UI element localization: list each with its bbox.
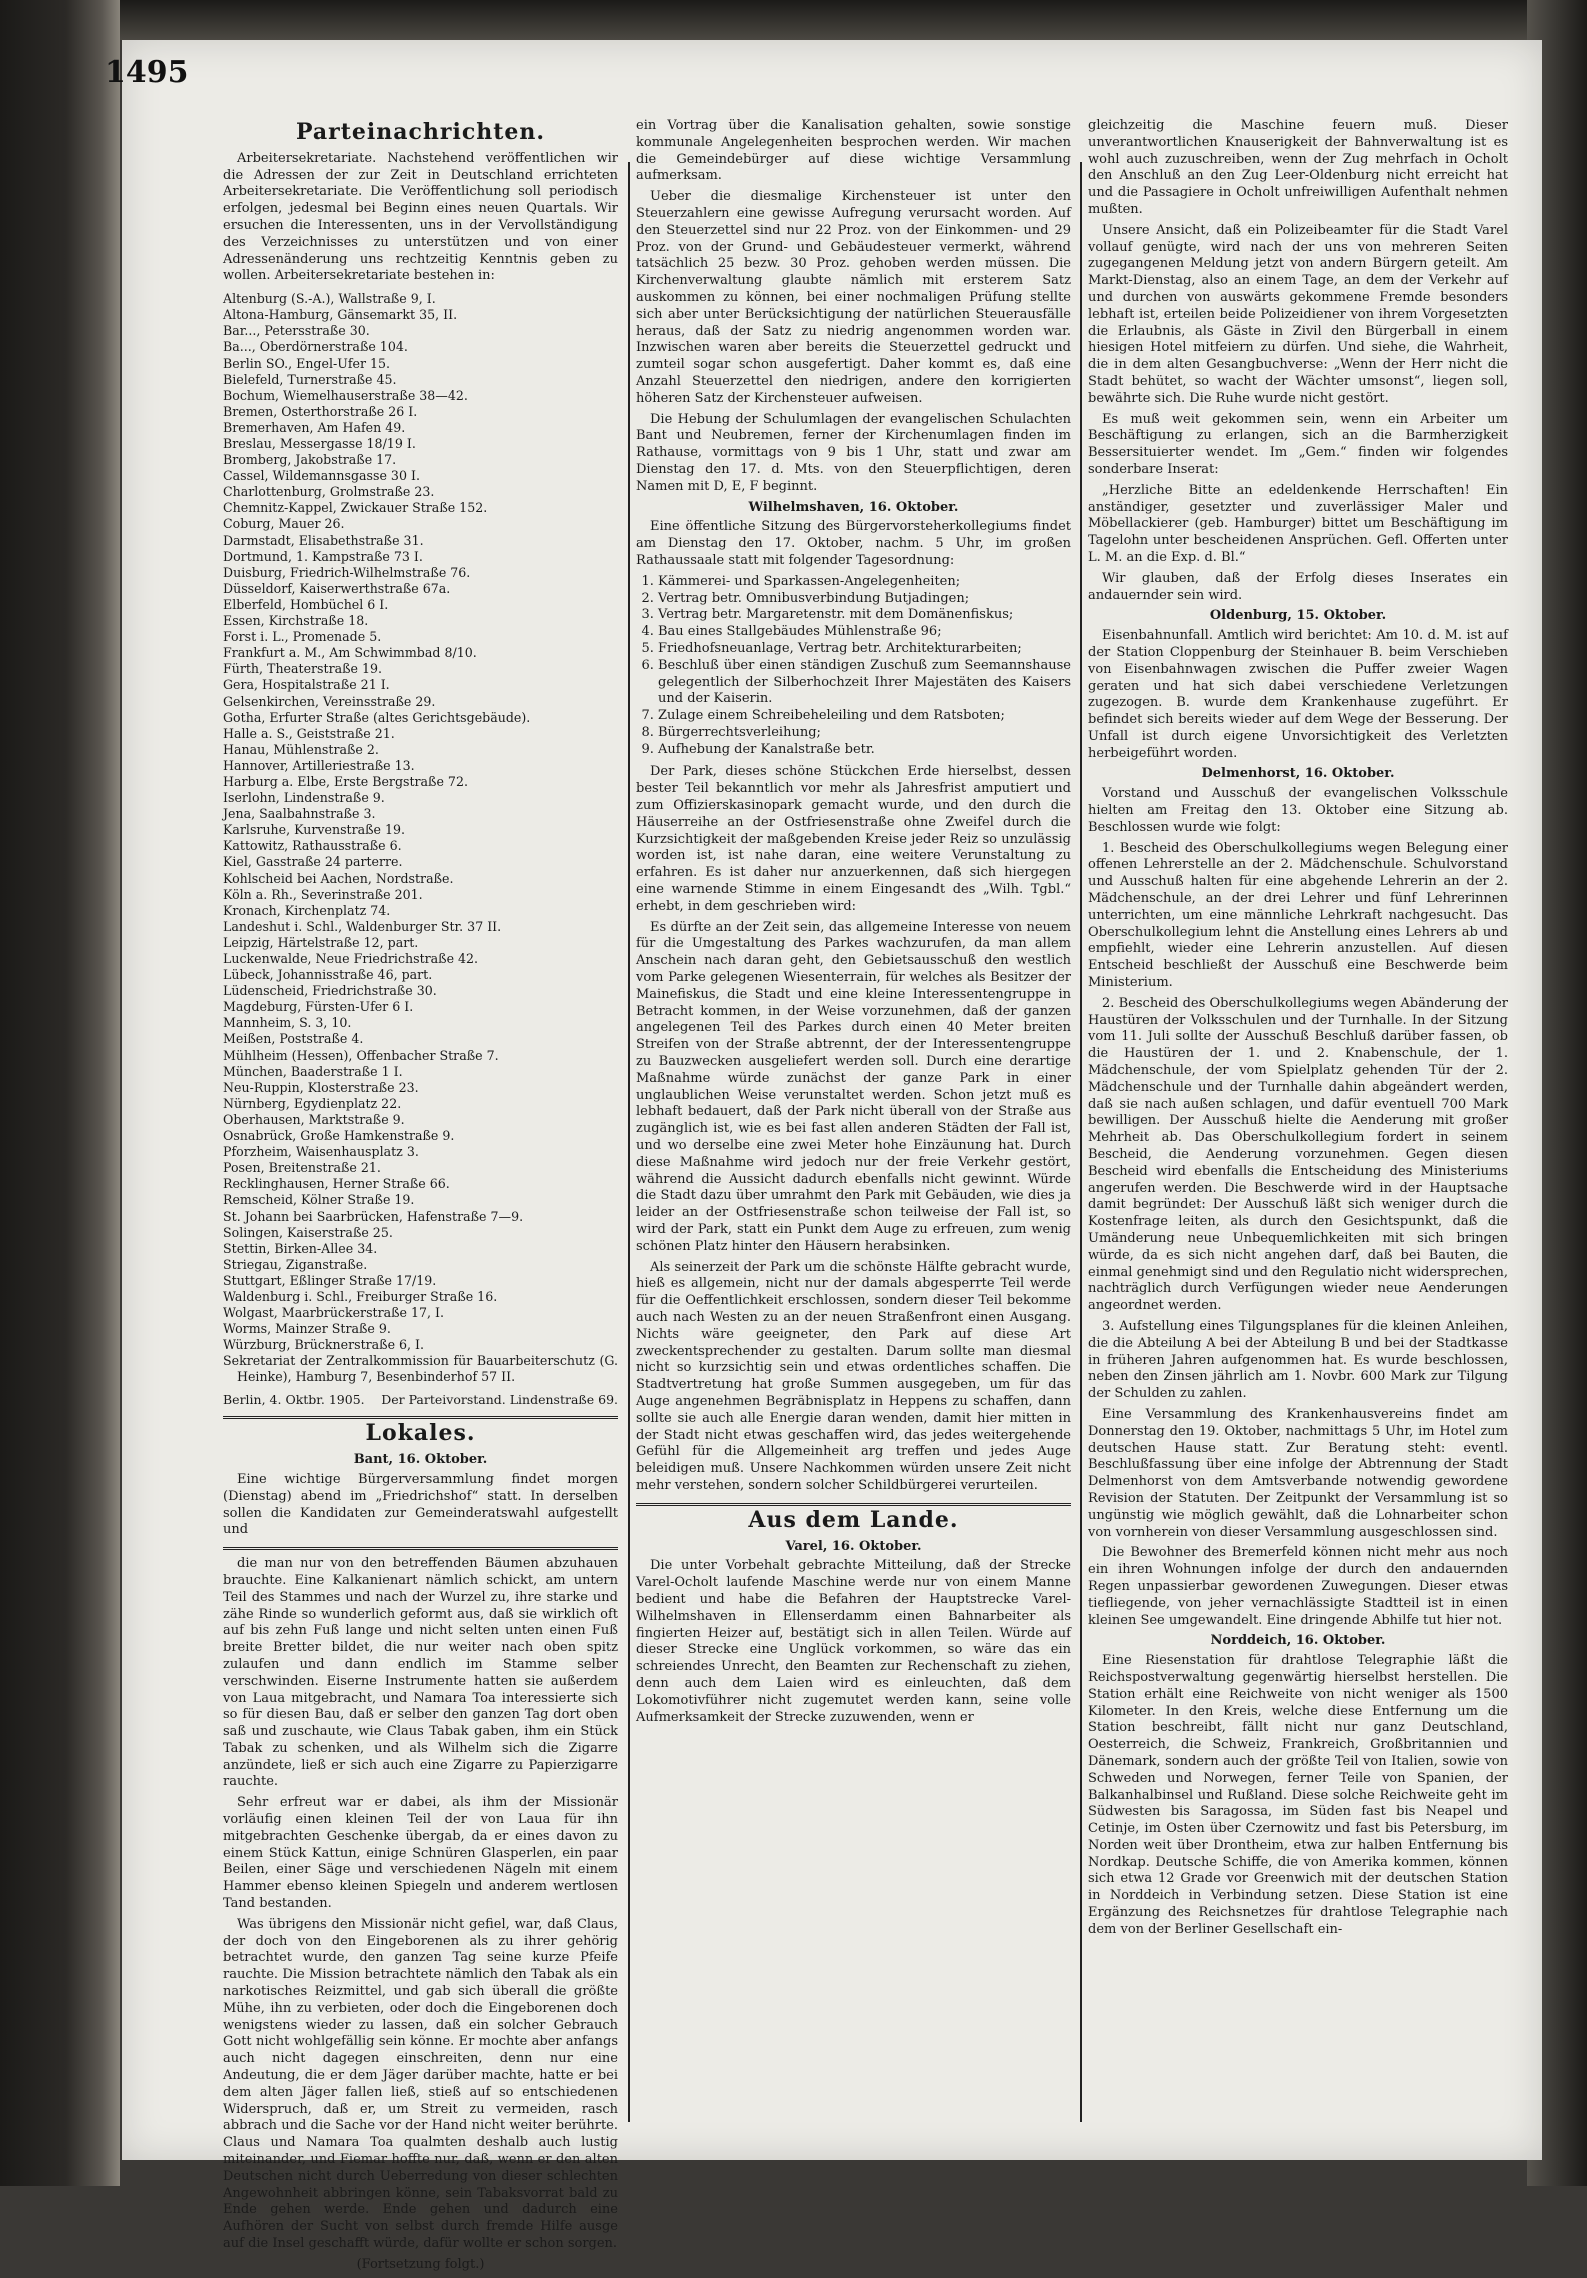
address-item: Sekretariat der Zentralkommission für Bauarbeiterschutz (G. Heinke), Hamburg 7, Besenbinderhof 57 II. <box>223 1353 618 1385</box>
bahnverwaltung-paragraph: gleichzeitig die Maschine feuern muß. Dieser unverantwortlichen Knauserigkeit der Bahnverwaltung ist es wohl auch zuzuschreiben, wenn der Zug mehrfach in Ocholt den Anschluß an den Zug Leer-Oldenburg nicht erreicht hat und die Passagiere in Ocholt unfreiwilligen Aufenthalt nehmen mußten. <box>1088 118 1508 217</box>
address-item: Halle a. S., Geiststraße 21. <box>223 725 395 741</box>
address-item: Landeshut i. Schl., Waldenburger Str. 37 II. <box>223 918 502 934</box>
arbeiter-paragraph: Es muß weit gekommen sein, wenn ein Arbeiter um Beschäftigung zu erlangen, sich an die Barmherzigkeit Bessersituierter wendet. Im „Gem.“ finden wir folgendes sonderbare Inserat: <box>1088 411 1508 477</box>
column-rule-1 <box>628 162 630 2122</box>
address-item: Osnabrück, Große Hamkenstraße 9. <box>223 1128 455 1144</box>
address-item: Bromberg, Jakobstraße 17. <box>223 452 397 468</box>
volksschule-item-3: 3. Aufstellung eines Tilgungsplanes für die kleinen Anleihen, die die Abteilung A bei der Abteilung B und bei der Stadtkasse in früheren Jahren aufgenommen hat. Es wurde beschlossen, neben den Zinsen jährlich am 1. Novbr. 600 Mark zur Tilgung der Schulden zu zahlen. <box>1088 1318 1508 1402</box>
agenda-list <box>636 574 1071 759</box>
address-item: Mühlheim (Hessen), Offenbacher Straße 7. <box>223 1047 499 1063</box>
address-item: Dortmund, 1. Kampstraße 73 I. <box>223 548 423 564</box>
address-item: Bochum, Wiemelhauserstraße 38—42. <box>223 387 468 403</box>
address-item: Ba..., Oberdörnerstraße 104. <box>223 339 408 355</box>
volksschule-paragraph: Vorstand und Ausschuß der evangelischen Volksschule hielten am Freitag den 13. Oktober eine Sitzung ab. Beschlossen wurde wie folgt: <box>1088 786 1508 835</box>
address-item: Leipzig, Härtelstraße 12, part. <box>223 934 419 950</box>
address-item: Würzburg, Brücknerstraße 6, I. <box>223 1337 425 1353</box>
address-item: Waldenburg i. Schl., Freiburger Straße 16. <box>223 1288 498 1304</box>
address-item: Mannheim, S. 3, 10. <box>223 1015 352 1031</box>
signoff-date: Berlin, 4. Oktbr. 1905. <box>223 1391 365 1407</box>
eingesandt-paragraph: Es dürfte an der Zeit sein, das allgemeine Interesse von neuem für die Umgestaltung des Parkes wachzurufen, da man allem Anschein nach daran geht, den Gebietsausschuß den westlich vom Parke gelegenen Wiesenterrain, für welches als Besitzer der Mainefiskus, die Stadt und eine kleine Interessentengruppe in Betracht kommen, in der Weise vorzunehmen, daß der ganzen angelegenen Teil des Parkes durch einen 40 Meter breiten Streifen von der Straße abtrennt, der der Interessentengruppe zu Bauzwecken ausgeliefert werden soll. Durch eine derartige Maßnahme würde zunächst der ganze Park in einer unglaublichen Weise verunstaltet werden. Schon jetzt muß es lebhaft bedauert, daß der Park nicht überall von der Straße aus zugänglich ist, wie es bei fast allen anderen Städten der Fall ist, und wo derselbe eine zwei Meter hohe Einzäunung hat. Durch diese Maßnahme wird jedoch nur der freie Verkehr gestört, während die Aussicht dadurch ebenfalls nicht gewinnt. Würde die Stadt dazu über umrahmt den Park mit Gebäuden, wie dies ja leider an der Ostfriesenstraße schon teilweise der Fall ist, so wird der Park, statt ein Punkt dem Auge zu erfreuen, zum wenig schönen Platz hinter den Häusern herabsinken. <box>636 919 1071 1254</box>
bremerfeld-paragraph: Die Bewohner des Bremerfeld können nicht mehr aus noch ein ihren Wohnungen infolge der durch den andauernden Regen unpassierbar gewordenen Zuwegungen. Dieser etwas tiefliegende, von jeher vernachlässigte Stadtteil ist in einen kleinen See umgewandelt. Eine dringende Abhilfe tut hier not. <box>1088 1545 1508 1628</box>
address-item: Kiel, Gasstraße 24 parterre. <box>223 854 403 870</box>
feuilleton-separator <box>223 1547 618 1550</box>
address-item: Forst i. L., Promenade 5. <box>223 629 382 645</box>
address-item: Wolgast, Maarbrückerstraße 17, I. <box>223 1305 445 1321</box>
inserat-paragraph: „Herzliche Bitte an edeldenkende Herrschaften! Ein anständiger, gesetzter und zuverlässiger Maler und Möbellackierer (geb. Hamburger) bittet um Beschäftigung im Tagelohn unter bescheidenen Ansprüchen. Gefl. Offerten unter L. M. an die Exp. d. Bl.“ <box>1088 482 1508 565</box>
address-item: Hanau, Mühlenstraße 2. <box>223 741 379 757</box>
address-item: Berlin SO., Engel-Ufer 15. <box>223 355 391 371</box>
column-2 <box>636 118 1071 1730</box>
address-list <box>223 291 618 1385</box>
section-separator-2 <box>636 1503 1071 1506</box>
address-item: Frankfurt a. M., Am Schwimmbad 8/10. <box>223 645 477 661</box>
column-3 <box>1088 118 1508 1943</box>
agenda-item: 1. Kämmerei- und Sparkassen-Angelegenheiten; <box>658 574 1071 591</box>
section-separator <box>223 1416 618 1419</box>
inserat-comment: Wir glauben, daß der Erfolg dieses Inserates ein andauernder sein wird. <box>1088 570 1508 603</box>
address-item: Altenburg (S.-A.), Wallstraße 9, I. <box>223 291 436 307</box>
section-title-parteinachrichten: Parteinachrichten. <box>295 119 546 145</box>
address-item: Nürnberg, Egydienplatz 22. <box>223 1095 402 1111</box>
agenda-item: 7. Zulage einem Schreibeheleiling und dem Ratsboten; <box>658 708 1071 725</box>
dateline-norddeich: Norddeich, 16. Oktober. <box>1210 1633 1386 1649</box>
address-item: Meißen, Poststraße 4. <box>223 1031 364 1047</box>
address-item: Coburg, Mauer 26. <box>223 516 345 532</box>
dateline-bant: Bant, 16. Oktober. <box>353 1452 488 1468</box>
address-item: Elberfeld, Hombüchel 6 I. <box>223 596 389 612</box>
address-item: Luckenwalde, Neue Friedrichstraße 42. <box>223 951 479 967</box>
address-item: Stettin, Birken-Allee 34. <box>223 1240 378 1256</box>
address-item: Chemnitz-Kappel, Zwickauer Straße 152. <box>223 500 488 516</box>
column-rule-2 <box>1080 162 1082 2122</box>
sitzung-paragraph: Eine öffentliche Sitzung des Bürgervorsteherkollegiums findet am Dienstag den 17. Oktober, nachm. 5 Uhr, im großen Rathaussaale statt mit folgender Tagesordnung: <box>636 519 1071 568</box>
address-item: Neu-Ruppin, Klosterstraße 23. <box>223 1079 419 1095</box>
address-item: Karlsruhe, Kurvenstraße 19. <box>223 822 406 838</box>
address-item: Iserlohn, Lindenstraße 9. <box>223 790 385 806</box>
page-number: 1495 <box>105 55 189 90</box>
address-item: Kronach, Kirchenplatz 74. <box>223 902 391 918</box>
address-item: Köln a. Rh., Severinstraße 201. <box>223 886 423 902</box>
address-item: Stuttgart, Eßlinger Straße 17/19. <box>223 1272 437 1288</box>
kirchensteuer-paragraph: Ueber die diesmalige Kirchensteuer ist unter den Steuerzahlern eine gewisse Aufregung verursacht worden. Auf den Steuerzettel sind nur 22 Proz. von der Einkommen- und 29 Proz. von der Grund- und Gebäudesteuer vermerkt, während tatsächlich 25 bezw. 30 Proz. gehoben werden müssen. Die Kirchenverwaltung glaubte nämlich mit ersterem Satz auskommen zu können, bei einer nochmaligen Prüfung stellte sich aber unter Berücksichtigung der natürlichen Steuerausfälle heraus, daß der Satz zu niedrig angenommen worden war. Inzwischen waren aber bereits die Steuerzettel gedruckt und zumteil sogar schon ausgefertigt. Daher kommt es, daß eine Anzahl Steuerzettel den niedrigen, andere den korrigierten höheren Satz der Kirchensteuer aufweisen. <box>636 189 1071 406</box>
krankenhausverein-paragraph: Eine Versammlung des Krankenhausvereins findet am Donnerstag den 19. Oktober, nachmittags 5 Uhr, im Hotel zum deutschen Hause statt. Zur Beratung steht: eventl. Beschlußfassung über eine infolge der Abtrennung der Stadt Delmenhorst von dem Amtsverbande notwendig gewordene Revision der Statuten. Der Zeitpunkt der Versammlung ist so ungünstig wie möglich gewählt, daß die Lohnarbeiter schon von vornherein von dieser Versammlung ausgeschlossen sind. <box>1088 1406 1508 1540</box>
feuilleton-paragraph-3: Was übrigens den Missionär nicht gefiel, war, daß Claus, der doch von den Eingeborenen als zu ihrer gehörig betrachtet wurde, den ganzen Tag seine kurze Pfeife rauchte. Die Mission betrachtete nämlich den Tabak als ein narkotisches Reizmittel, und gab sich überall die größte Mühe, ihn zu verbieten, oder doch die Eingeborenen doch wenigstens wieder zu lassen, daß ein solcher Gebrauch Gott nicht wohlgefällig sein könne. Er mochte aber anfangs auch nicht dagegen einschreiten, denn nur eine Andeutung, die er dem Jäger darüber machte, hatte er bei dem alten Jäger fallen ließ, stieß auf so entschiedenen Widerspruch, daß er, um Streit zu vermeiden, rasch abbrach und die Sache vor der Hand nicht weiter berührte. Claus und Namara Toa qualmten deshalb auch lustig miteinander, und Fiemar hoffte nur, daß, wenn er den alten Deutschen nicht durch Ueberredung von dieser schlechten Angewohnheit abbringen könne, sein Tabaksvorrat bald zu Ende gehen werde. Ende gehen und dadurch eine Aufhören der Sucht von selbst durch fremde Hilfe ausge auf die Insel geschafft würde, dafür wollte er schon sorgen. <box>223 1916 618 2251</box>
address-item: Worms, Mainzer Straße 9. <box>223 1321 391 1337</box>
address-item: Lübeck, Johannisstraße 46, part. <box>223 967 433 983</box>
address-item: Gelsenkirchen, Vereinsstraße 29. <box>223 693 436 709</box>
address-item: Jena, Saalbahnstraße 3. <box>223 806 376 822</box>
continuation-note: (Fortsetzung folgt.) <box>356 2256 485 2272</box>
address-item: Striegau, Ziganstraße. <box>223 1256 368 1272</box>
address-item: Gera, Hospitalstraße 21 I. <box>223 677 390 693</box>
park-history-paragraph: Als seinerzeit der Park um die schönste Hälfte gebracht wurde, hieß es allgemein, nicht nur der damals abgesperrte Teil werde für die Oeffentlichkeit erschlossen, sondern dieser Teil bekomme auch nach Westen zu an der neuen Straßenfront einen Ausgang. Nichts wäre geeigneter, den Park auf diese Art zweckentsprechender zu gestalten. Darum sollte man diesmal nicht so kurzsichtig sein und etwas ordentliches schaffen. Die Stadtvertretung hat große Summen ausgegeben, um für das Auge angenehmen Begräbnisplatz in Heppens zu schaffen, dann sollte sie auch alle Energie daran wenden, damit hier mitten in der Stadt nicht etwas geschaffen wird, das jedes weitergehende Gefühl für die Allgemeinheit arg treffen und jedes Auge beleidigen muß. Unsere Nachkommen würden unsere Zeit nicht mehr verstehen, sondern solcher Schildbürgerei verurteilen. <box>636 1259 1071 1493</box>
agenda-item: 5. Friedhofsneuanlage, Vertrag betr. Architekturarbeiten; <box>658 641 1071 658</box>
address-item: Kattowitz, Rathausstraße 6. <box>223 838 402 854</box>
address-item: Posen, Breitenstraße 21. <box>223 1160 381 1176</box>
address-item: Harburg a. Elbe, Erste Bergstraße 72. <box>223 773 468 789</box>
address-item: Gotha, Erfurter Straße (altes Gerichtsgebäude). <box>223 709 531 725</box>
eisenbahnunfall-paragraph: Eisenbahnunfall. Amtlich wird berichtet: Am 10. d. M. ist auf der Station Cloppenburg der Steinhauer B. beim Verschieben von Eisenbahnwagen zwischen die Puffer zweier Wagen geraten und hat sich dabei verschiedene Verletzungen zugezogen. B. wurde dem Krankenhause zugeführt. Er befindet sich bereits wieder auf dem Wege der Besserung. Der Unfall ist durch eigene Unvorsichtigkeit des Verletzten herbeigeführt worden. <box>1088 628 1508 761</box>
feuilleton-paragraph-1: die man nur von den betreffenden Bäumen abzuhauen brauchte. Eine Kalkanienart nämlich schickt, am untern Teil des Stammes und nach der Wurzel zu, ihre starke und zähe Rinde so wunderlich geformt aus, daß sie wirklich oft auf bis zehn Fuß lange und nicht selten unten einen Fuß breite Bretter bildet, die nur weiter nach oben spitz zulaufen und dann endlich im Stamme selber verschwinden. Eiserne Instrumente hatten sie außerdem von Laua mitgebracht, und Namara Toa interessierte sich so für diesen Bau, daß er selber den ganzen Tag dort oben saß und zuschaute, wie Claus Tabak gaben, ihm ein Stück Tabak zu schenken, und als Wilhelm sich die Zigarre anzündete, ließ er sich auch eine Zigarre zu Papierzigarre rauchte. <box>223 1556 618 1790</box>
address-item: Cassel, Wildemannsgasse 30 I. <box>223 468 420 484</box>
address-item: Kohlscheid bei Aachen, Nordstraße. <box>223 870 454 886</box>
scan-top-edge <box>0 0 1587 40</box>
polizeibeamter-paragraph: Unsere Ansicht, daß ein Polizeibeamter für die Stadt Varel vollauf genügte, wird nach der uns von mehreren Seiten zugegangenen Meldung jetzt von andern Bürgern geteilt. Am Markt-Dienstag, also an einem Tage, an dem der Verkehr auf und durchen von auswärts gekommene Fremde besonders lebhaft ist, erteilen beide Polizeidiener von ihrem Vorgesetzten die Erlaubnis, als Gäste in Zivil den Bürgerball in einem hiesigen Hotel mitfeiern zu dürfen. Und siehe, die Wahrheit, die in dem alten Gesangbuchverse: „Wenn der Herr nicht die Stadt behütet, so wacht der Wächter umsonst“, liegen soll, bewährte sich. Die Ruhe wurde nicht gestört. <box>1088 222 1508 406</box>
agenda-item: 8. Bürgerrechtsverleihung; <box>658 725 1071 742</box>
scan-left-edge <box>0 0 120 2186</box>
agenda-item: 3. Vertrag betr. Margaretenstr. mit dem Domänenfiskus; <box>658 607 1071 624</box>
address-item: Solingen, Kaiserstraße 25. <box>223 1224 393 1240</box>
address-item: Bremerhaven, Am Hafen 49. <box>223 419 406 435</box>
agenda-item: 9. Aufhebung der Kanalstraße betr. <box>658 742 1071 759</box>
section-title-lokales: Lokales. <box>365 1420 476 1447</box>
address-item: Magdeburg, Fürsten-Ufer 6 I. <box>223 999 414 1015</box>
feuilleton-paragraph-2: Sehr erfreut war er dabei, als ihm der Missionär vorläufig einen kleinen Teil der von Laua für ihn mitgebrachten Geschenke übergab, da er eines davon zu einem Stück Kattun, einige Schnüren Glasperlen, ein paar Beilen, einer Säge und verschiedenen Nägeln mit einem Hammer ebenso kleinen Spiegeln und anderem wertlosen Tand bestanden. <box>223 1795 618 1912</box>
varel-mitteilung-paragraph: Die unter Vorbehalt gebrachte Mitteilung, daß der Strecke Varel-Ocholt laufende Maschine werde nur von einem Manne bedient und habe die Befahren der Hauptstrecke Varel-Wilhelmshaven in Ellenserdamm einen Bahnarbeiter als fingierten Heizer auf, bestätigt sich in allen Teilen. Würde auf dieser Strecke eine Unglück vorkommen, so wäre das ein schreiendes Unrecht, den Beamten zur Rechenschaft zu ziehen, denn auch dem Laien wird es einleuchten, daß dem Lokomotivführer nicht zugemutet werden kann, seine volle Aufmerksamkeit der Strecke zuzuwenden, wenn er <box>636 1558 1071 1725</box>
column-1 <box>223 118 618 2278</box>
address-item: Lüdenscheid, Friedrichstraße 30. <box>223 983 437 999</box>
signoff <box>223 1392 618 1409</box>
park-paragraph: Der Park, dieses schöne Stückchen Erde hierselbst, dessen bester Teil bekanntlich vor mehr als Jahresfrist amputiert und zum Offizierskasinopark gemacht wurde, und den durch die Häuserreihe an der Ostfriesenstraße ohne Zweifel durch die Kurzsichtigkeit der maßgebenden Kreise jeder Reiz so unzulässig worden ist, ist nahe daran, eine weitere Verunstaltung zu erfahren. Es ist daher nur anzuerkennen, daß sich hiergegen eine warnende Stimme in einem Eingesandt des „Wilh. Tgbl.“ erhebt, in dem geschrieben wird: <box>636 764 1071 914</box>
dateline-delmenhorst: Delmenhorst, 16. Oktober. <box>1201 766 1395 782</box>
address-item: Breslau, Messergasse 18/19 I. <box>223 436 416 452</box>
address-item: Fürth, Theaterstraße 19. <box>223 661 383 677</box>
address-item: Pforzheim, Waisenhausplatz 3. <box>223 1144 419 1160</box>
schulumlagen-paragraph: Die Hebung der Schulumlagen der evangelischen Schulachten Bant und Neubremen, ferner der Kirchenumlagen finden im Rathause, vormittags von 9 bis 1 Uhr, statt und zwar am Dienstag den 17. d. Mts. von den Steuerpflichtigen, deren Namen mit D, E, F beginnt. <box>636 411 1071 494</box>
volksschule-item-2: 2. Bescheid des Oberschulkollegiums wegen Abänderung der Haustüren der Volksschulen und der Turnhalle. In der Sitzung vom 11. Juli sollte der Ausschuß Beschluß darüber fassen, ob die Haustüren der 1. und 2. Knabenschule, der 1. Mädchenschule, der vom Spielplatz gehenden Tür der 2. Mädchenschule und der Turnhalle dahin abgeändert werden, daß sie nach außen schlagen, und dafür eventuell 700 Mark bewilligen. Der Ausschuß hielte die Aenderung mit großer Mehrheit ab. Das Oberschulkollegium fordert in seinem Bescheid, die Aenderung vorzunehmen. Gegen diesen Bescheid wird ebenfalls die Entscheidung des Ministeriums angerufen werden. Die Beschwerde wird in der Hauptsache damit begründet: Der Ausschuß läßt sich weniger durch die Kostenfrage leiten, als durch den Gesichtspunkt, daß die Umänderung neue Unbequemlichkeiten mit sich bringen würde, da es sich nicht angehen darf, daß bei Bauten, die einmal genehmigt sind und den Regulatio nicht widersprechen, nachträglich durch Verfügungen wieder neue Aenderungen angeordnet werden. <box>1088 995 1508 1314</box>
kanalisation-paragraph: ein Vortrag über die Kanalisation gehalten, sowie sonstige kommunale Angelegenheiten besprochen werden. Wir machen die Gemeindebürger auf diese wichtige Versammlung aufmerksam. <box>636 118 1071 184</box>
address-item: Darmstadt, Elisabethstraße 31. <box>223 532 424 548</box>
arbeitersekretariate-intro: Arbeitersekretariate. Nachstehend veröffentlichen wir die Adressen der zur Zeit in Deutschland errichteten Arbeitersekretariate. Die Veröffentlichung soll periodisch erfolgen, jedesmal bei Beginn eines neuen Quartals. Wir ersuchen die Interessenten, uns in der Vervollständigung des Verzeichnisses zu unterstützen und von einer Adressenänderung uns rechtzeitig Kenntnis geben zu wollen. Arbeitersekretariate bestehen in: <box>223 150 618 284</box>
riesenstation-paragraph: Eine Riesenstation für drahtlose Telegraphie läßt die Reichspostverwaltung gegenwärtig hierselbst herstellen. Die Station erhält eine Reichweite von nicht weniger als 1500 Kilometer. In den Kreis, welche diese Entfernung um die Station beschreibt, fällt nicht nur ganz Deutschland, Oesterreich, die Schweiz, Frankreich, Großbritannien und Dänemark, sondern auch der größte Teil von Italien, sowie von Schweden und Norwegen, ferner Teile von Spanien, der Balkanhalbinsel und Rußland. Diese solche Reichweite geht im Südwesten bis Saragossa, im Süden fast bis Neapel und Cetinje, im Osten über Czernowitz und fast bis Petersburg, im Norden weit über Drontheim, etwa zur halben Entfernung bis Nordkap. Deutsche Schiffe, die von Amerika kommen, können sich etwa 12 Grade vor Greenwich mit der deutschen Station in Norddeich in Verbindung setzen. Diese Station ist eine Ergänzung des Reichsnetzes für drahtlose Telegraphie nach dem von der Berliner Gesellschaft ein- <box>1088 1653 1508 1937</box>
address-item: Düsseldorf, Kaiserwerthstraße 67a. <box>223 580 451 596</box>
agenda-item: 4. Bau eines Stallgebäudes Mühlenstraße 96; <box>658 624 1071 641</box>
dateline-oldenburg: Oldenburg, 15. Oktober. <box>1209 608 1387 624</box>
address-item: Recklinghausen, Herner Straße 66. <box>223 1176 450 1192</box>
address-item: Bielefeld, Turnerstraße 45. <box>223 371 397 387</box>
address-item: Essen, Kirchstraße 18. <box>223 613 369 629</box>
agenda-item: 6. Beschluß über einen ständigen Zuschuß zum Seemannshause gelegentlich der Silberhochzeit Ihrer Majestäten des Kaisers und der Kaiserin. <box>658 658 1071 708</box>
address-item: Bremen, Osterthorstraße 26 I. <box>223 403 418 419</box>
address-item: Altona-Hamburg, Gänsemarkt 35, II. <box>223 307 458 323</box>
address-item: Hannover, Artilleriestraße 13. <box>223 757 415 773</box>
address-item: Oberhausen, Marktstraße 9. <box>223 1111 405 1127</box>
buergerversammlung-notice: Eine wichtige Bürgerversammlung findet morgen (Dienstag) abend im „Friedrichshof“ statt. In derselben sollen die Kandidaten zur Gemeinderatswahl aufgestellt und <box>223 1471 618 1538</box>
address-item: Duisburg, Friedrich-Wilhelmstraße 76. <box>223 564 471 580</box>
signoff-sender: Der Parteivorstand. Lindenstraße 69. <box>381 1391 618 1407</box>
address-item: München, Baaderstraße 1 I. <box>223 1063 403 1079</box>
agenda-item: 2. Vertrag betr. Omnibusverbindung Butjadingen; <box>658 591 1071 608</box>
section-title-aus-dem-lande: Aus dem Lande. <box>748 1506 959 1533</box>
volksschule-item-1: 1. Bescheid des Oberschulkollegiums wegen Belegung einer offenen Lehrerstelle an der 2. Mädchenschule. Schulvorstand und Ausschuß halten für eine abgehende Lehrerin an der 2. Mädchenschule, an der drei Lehrer und fünf Lehrerinnen unterrichten, um eine männliche Lehrkraft nachgesucht. Das Oberschulkollegium lehnt die Anstellung eines Lehrers ab und empfiehlt, wieder eine Lehrerin anzustellen. Auf diesen Entscheid beschließt der Ausschuß eine Beschwerde beim Ministerium. <box>1088 840 1508 991</box>
address-item: Charlottenburg, Grolmstraße 23. <box>223 484 435 500</box>
address-item: Bar..., Petersstraße 30. <box>223 323 370 339</box>
address-item: St. Johann bei Saarbrücken, Hafenstraße 7—9. <box>223 1208 524 1224</box>
address-item: Remscheid, Kölner Straße 19. <box>223 1192 415 1208</box>
dateline-varel: Varel, 16. Oktober. <box>785 1538 922 1554</box>
dateline-wilhelmshaven: Wilhelmshaven, 16. Oktober. <box>748 499 959 515</box>
